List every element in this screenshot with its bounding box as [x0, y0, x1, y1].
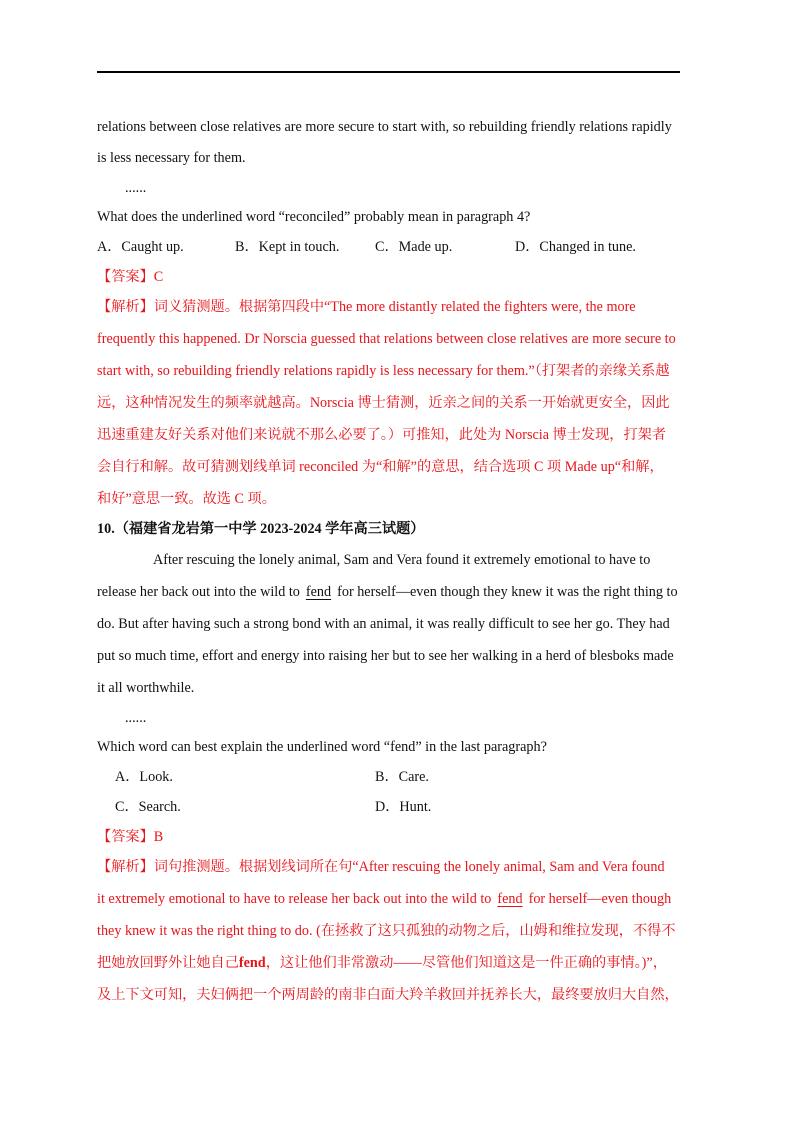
- option-d: D．Changed in tune.: [515, 239, 636, 255]
- analysis-line: it extremely emotional to have to release her back out into the wild to fend for herself—even though: [97, 891, 672, 907]
- analysis-line: 【解析】词义猜测题。根据第四段中“The more distantly related the fighters were, the more: [97, 299, 636, 315]
- answer-line: [97, 267, 163, 287]
- underlined-word: fend: [305, 584, 332, 600]
- option-b: B．Kept in touch.: [235, 239, 340, 255]
- passage-line: relations between close relatives are more secure to start with, so rebuilding friendly relations rapidly: [97, 119, 672, 135]
- answer-label: 【答案】: [97, 829, 154, 845]
- analysis-line: 会自行和解。故可猜测划线单词 reconciled 为“和解”的意思，结合选项 C 项 Made up“和解，: [97, 459, 664, 475]
- answer-line: [97, 827, 163, 847]
- question-text: What does the underlined word “reconciled” probably mean in paragraph 4?: [97, 209, 531, 225]
- answer-label: 【答案】: [97, 269, 154, 285]
- analysis-line: start with, so rebuilding friendly relations rapidly is less necessary for them.”（打架者的亲缘关系越: [97, 363, 670, 379]
- passage-line: After rescuing the lonely animal, Sam and Vera found it extremely emotional to have to: [153, 552, 651, 568]
- passage-line: release her back out into the wild to fend for herself—even though they knew it was the right thing to: [97, 584, 678, 600]
- option-c: C．Made up.: [375, 239, 453, 255]
- option-b: B．Care.: [375, 769, 429, 785]
- analysis-line: 远，这种情况发生的频率就越高。Norscia 博士猜测，近亲之间的关系一开始就更安全，因此: [97, 395, 670, 411]
- option-a: A．Caught up.: [97, 239, 184, 255]
- answer-value: B: [153, 829, 164, 845]
- question-text: Which word can best explain the underlined word “fend” in the last paragraph?: [97, 739, 547, 755]
- passage-line: it all worthwhile.: [97, 680, 195, 696]
- header-rule: [97, 71, 680, 73]
- analysis-line: 及上下文可知，夫妇俩把一个两周龄的南非白面大羚羊救回并抚养长大，最终要放归大自然，: [97, 987, 679, 1003]
- passage-line: is less necessary for them.: [97, 150, 246, 166]
- bold-word: fend: [238, 955, 266, 971]
- analysis-line: 把她放回野外让她自己fend，这让他们非常激动——尽管他们知道这是一件正确的事情。)”，: [97, 955, 667, 971]
- question-header: 10.（福建省龙岩第一中学 2023-2024 学年高三试题）: [97, 521, 425, 537]
- underlined-word: fend: [497, 891, 523, 907]
- analysis-line: frequently this happened. Dr Norscia guessed that relations between close relatives are more secure to: [97, 331, 676, 347]
- ellipsis: ......: [125, 710, 147, 726]
- analysis-line: they knew it was the right thing to do. (在拯救了这只孤独的动物之后，山姆和维拉发现，不得不: [97, 923, 676, 939]
- option-c: C．Search.: [115, 799, 181, 815]
- analysis-line: 迅速重建友好关系对他们来说就不那么必要了。）可推知，此处为 Norscia 博士发现，打架者: [97, 427, 667, 443]
- passage-line: put so much time, effort and energy into raising her but to see her walking in a herd of blesboks made: [97, 648, 674, 664]
- analysis-line: 和好”意思一致。故选 C 项。: [97, 491, 276, 507]
- option-a: A．Look.: [115, 769, 173, 785]
- answer-value: C: [153, 269, 164, 285]
- analysis-line: 【解析】词句推测题。根据划线词所在句“After rescuing the lonely animal, Sam and Vera found: [97, 859, 665, 875]
- option-d: D．Hunt.: [375, 799, 432, 815]
- ellipsis: ......: [125, 180, 147, 196]
- passage-line: do. But after having such a strong bond with an animal, it was really difficult to see her go. They had: [97, 616, 670, 632]
